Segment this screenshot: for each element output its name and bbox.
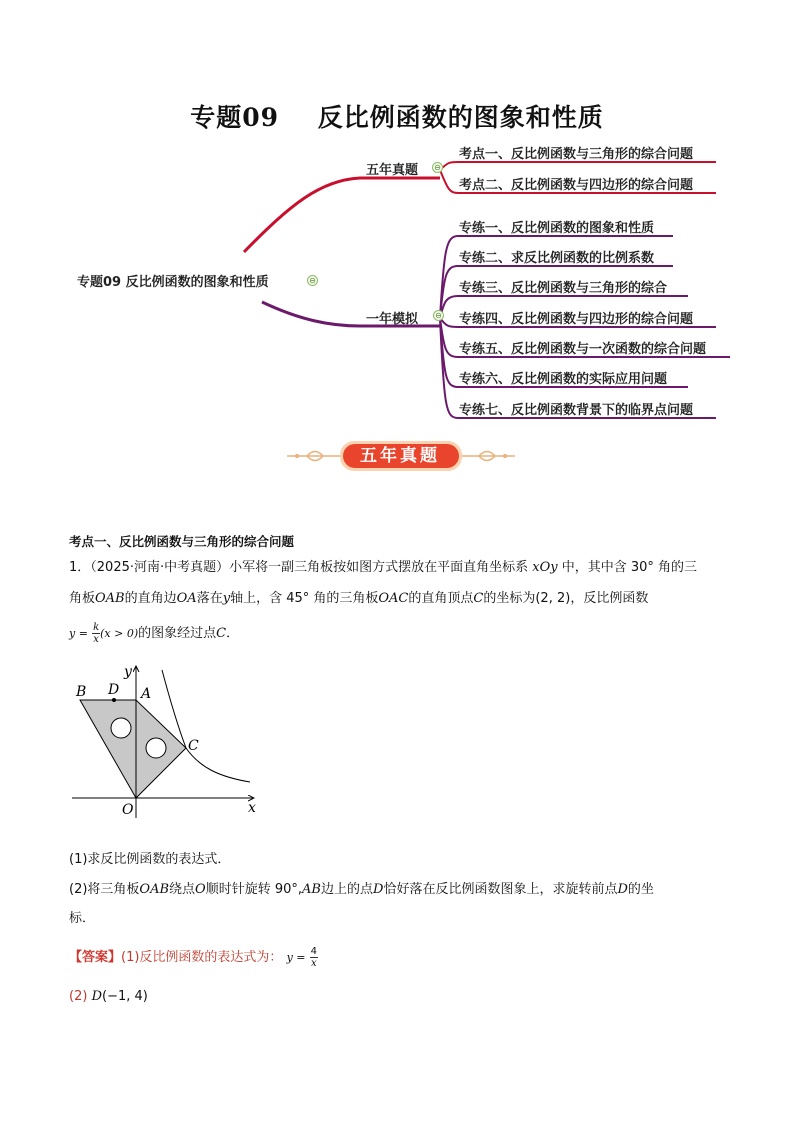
problem-text: 的直角边 xyxy=(124,591,177,606)
problem-text: 的坐标为 xyxy=(483,591,536,606)
label-o: O xyxy=(122,802,134,818)
problem-text: 角板 xyxy=(69,591,96,606)
problem-text: 绕点 xyxy=(169,882,196,897)
mindmap-leaf: 专练三、反比例函数与三角形的综合 xyxy=(459,281,668,296)
problem-text: ，反比例函数 xyxy=(570,591,649,606)
answer-text: (2) xyxy=(69,989,88,1004)
mindmap-leaf: 专练四、反比例函数与四边形的综合问题 xyxy=(459,312,694,327)
mindmap-leaf: 专练二、求反比例函数的比例系数 xyxy=(459,251,655,266)
coordinate-figure xyxy=(70,660,270,820)
math-fraction xyxy=(310,946,318,969)
label-b: B xyxy=(76,684,87,700)
mindmap-leaf: 专练五、反比例函数与一次函数的综合问题 xyxy=(459,342,707,357)
math-o: O xyxy=(195,882,206,897)
fraction-numerator: k xyxy=(93,622,100,633)
mindmap-leaf: 专练一、反比例函数的图象和性质 xyxy=(459,221,655,236)
answer-tag: 【答案】 xyxy=(69,950,122,965)
problem-text: 轴上，含 45° 角的三角板 xyxy=(230,591,379,606)
math-d: D xyxy=(91,989,102,1004)
problem-text: 的直角顶点 xyxy=(408,591,474,606)
problem-text: 边上的点 xyxy=(320,882,373,897)
math-c: C xyxy=(473,591,484,606)
triangle-hole xyxy=(146,738,166,758)
fraction-denominator: x xyxy=(311,958,317,969)
fraction-numerator: 4 xyxy=(310,946,318,957)
math-c: C xyxy=(216,626,227,641)
label-c: C xyxy=(188,738,199,754)
problem-text: (2)将三角板 xyxy=(69,882,140,897)
label-d: D xyxy=(108,682,120,698)
page-title: 专题09 反比例函数的图象和性质 xyxy=(190,103,604,132)
math-oa: OA xyxy=(176,591,197,606)
math-coord: (−1, 4) xyxy=(102,989,148,1004)
problem-text: 恰好落在反比例函数图象上，求旋转前点 xyxy=(383,882,618,897)
mindmap-leaf: 考点一、反比例函数与三角形的综合问题 xyxy=(459,147,694,162)
point-d xyxy=(112,698,116,702)
math-oab: OAB xyxy=(95,591,125,606)
math-coord: (2, 2) xyxy=(535,591,571,606)
hyperbola-curve xyxy=(162,670,250,782)
question-1: (1)求反比例函数的表达式． xyxy=(69,852,231,867)
branch-connector-1 xyxy=(244,178,440,252)
problem-text: 中，其中含 30° 角的三 xyxy=(561,560,698,575)
math-xoy: xOy xyxy=(532,560,558,575)
math-oac: OAC xyxy=(378,591,409,606)
math-y: y xyxy=(222,591,231,606)
problem-text: ． xyxy=(226,626,240,641)
problem-text: 1．（2025·河南·中考真题）小军将一副三角板按如图方式摆放在平面直角坐标系 xyxy=(69,560,529,575)
answer-text: (1)反比例函数的表达式为： xyxy=(121,950,283,965)
problem-line-2 xyxy=(69,589,648,609)
fraction-denominator: x xyxy=(93,634,99,645)
section-heading: 考点一、反比例函数与三角形的综合问题 xyxy=(69,534,295,549)
triangle-hole xyxy=(111,718,131,738)
problem-text: 顺时针旋转 90°, xyxy=(205,882,303,897)
math-y-eq: y = xyxy=(69,627,88,640)
leaf-connector xyxy=(440,162,716,170)
mindmap-root: 专题09 反比例函数的图象和性质 xyxy=(77,275,269,290)
mindmap-branch-label: 一年模拟 xyxy=(366,312,419,327)
label-y: y xyxy=(124,664,132,680)
mindmap-leaf: 专练六、反比例函数的实际应用问题 xyxy=(459,372,668,387)
question-2 xyxy=(69,880,654,900)
answer-line-1 xyxy=(69,946,318,969)
problem-text: 的坐 xyxy=(627,882,654,897)
math-condition: (x > 0) xyxy=(100,627,139,640)
banner-title: 五年真题 xyxy=(360,446,440,466)
math-d: D xyxy=(373,882,384,897)
math-ab: AB xyxy=(302,882,321,897)
math-oab: OAB xyxy=(139,882,170,897)
collapse-toggle-icon[interactable]: ⊖ xyxy=(433,310,444,321)
label-x: x xyxy=(248,800,256,816)
math-d: D xyxy=(617,882,628,897)
problem-text: 落在 xyxy=(196,591,223,606)
triangle-oab xyxy=(80,700,136,798)
label-a: A xyxy=(141,686,152,702)
problem-line-1 xyxy=(69,558,697,578)
problem-line-3 xyxy=(69,622,239,645)
mindmap-leaf: 考点二、反比例函数与四边形的综合问题 xyxy=(459,178,694,193)
collapse-toggle-icon[interactable]: ⊖ xyxy=(432,162,443,173)
math-fraction xyxy=(92,622,100,645)
question-2-continued: 标． xyxy=(69,911,96,926)
math-y-eq: y = xyxy=(286,951,306,964)
collapse-toggle-icon[interactable]: ⊖ xyxy=(307,275,318,286)
mindmap-branch-label: 五年真题 xyxy=(366,163,419,178)
problem-text: 的图象经过点 xyxy=(138,626,217,641)
mindmap-leaf: 专练七、反比例函数背景下的临界点问题 xyxy=(459,403,694,418)
answer-line-2 xyxy=(69,987,148,1007)
